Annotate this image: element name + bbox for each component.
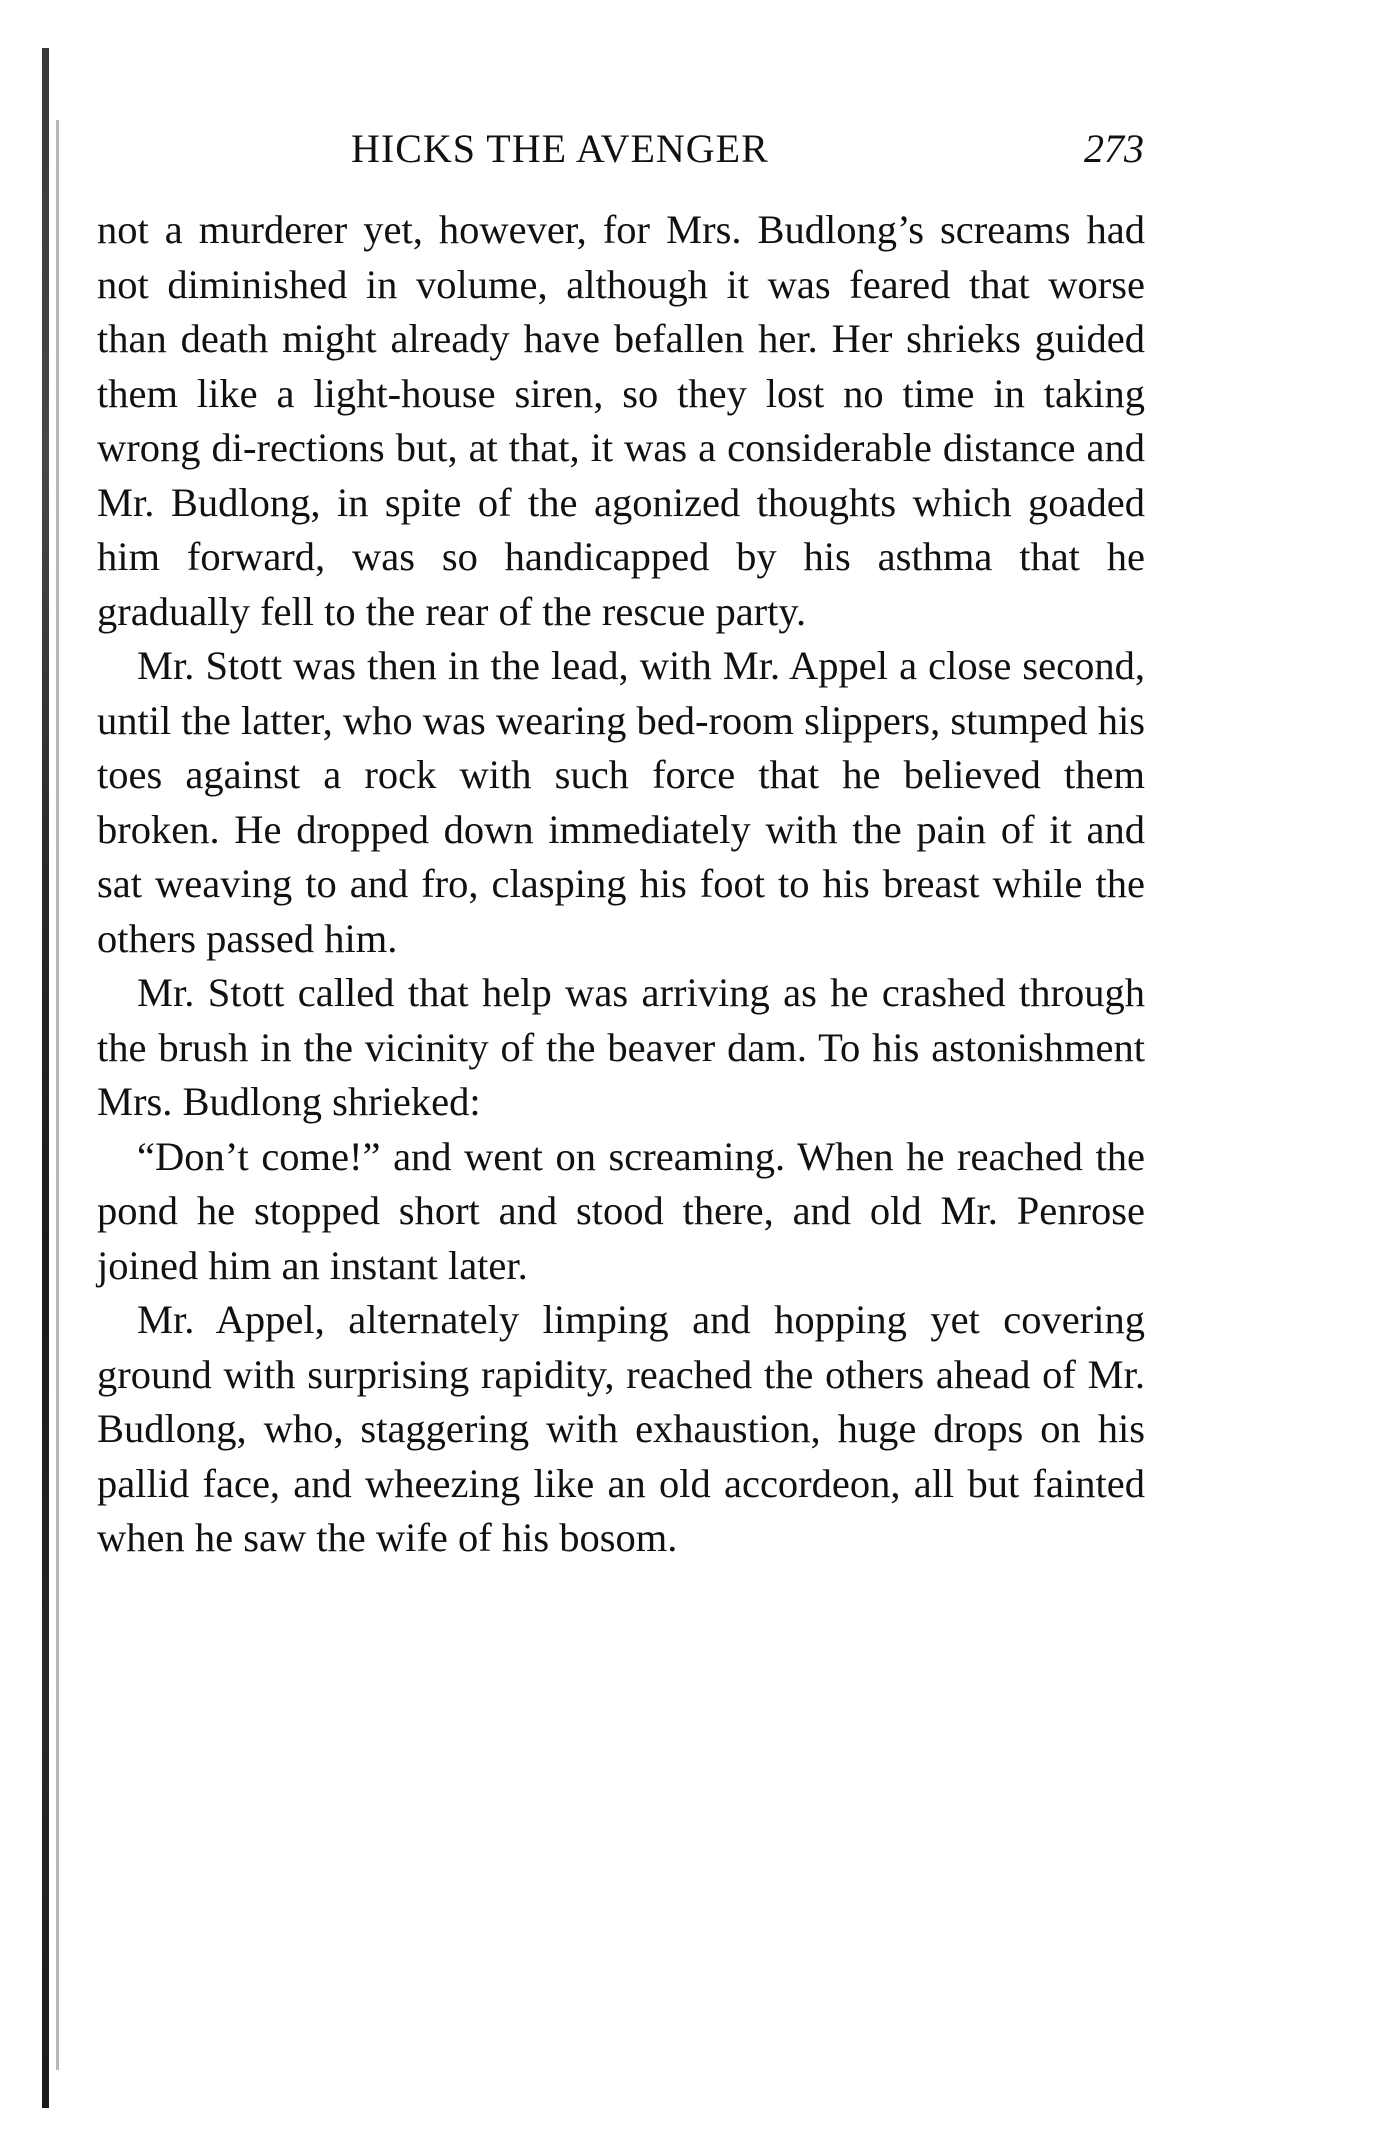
paragraph: Mr. Stott called that help was arriving as he crashed through the brush in the vicinity of the beaver dam. To his astonishment Mrs. Budlong shrieked: [97,970,1145,1124]
paragraph: Mr. Appel, alternately limping and hopping yet covering ground with surprising rapidity, reached the others ahead of Mr. Budlong, who, staggering with exhaustion, huge drops on his pallid face, and wheezing like an old accordeon, all but fainted when he saw the wife of his bosom. [97,1297,1145,1560]
running-title: HICKS THE AVENGER [351,125,769,171]
binding-shadow [56,120,59,2070]
body-text [97,203,1145,1566]
page-number: 273 [1084,125,1144,171]
paragraph: not a murderer yet, however, for Mrs. Budlong’s screams had not diminished in volume, although it was feared that worse than death might already have befallen her. Her shrieks guided them like a light-house siren, so they lost no time in taking wrong di-rections but, at that, it was a considerable distance and Mr. Budlong, in spite of the agonized thoughts which goaded him forward, was so handicapped by his asthma that he gradually fell to the rear of the rescue party. [97,207,1145,634]
page-header [97,118,1144,178]
binding-edge [42,48,49,2108]
paragraph: Mr. Stott was then in the lead, with Mr. Appel a close second, until the latter, who was wearing bed-room slippers, stumped his toes against a rock with such force that he believed them broken. He dropped down immediately with the pain of it and sat weaving to and fro, clasping his foot to his breast while the others passed him. [97,643,1145,961]
paragraph: “Don’t come!” and went on screaming. When he reached the pond he stopped short and stood there, and old Mr. Penrose joined him an instant later. [97,1133,1145,1288]
